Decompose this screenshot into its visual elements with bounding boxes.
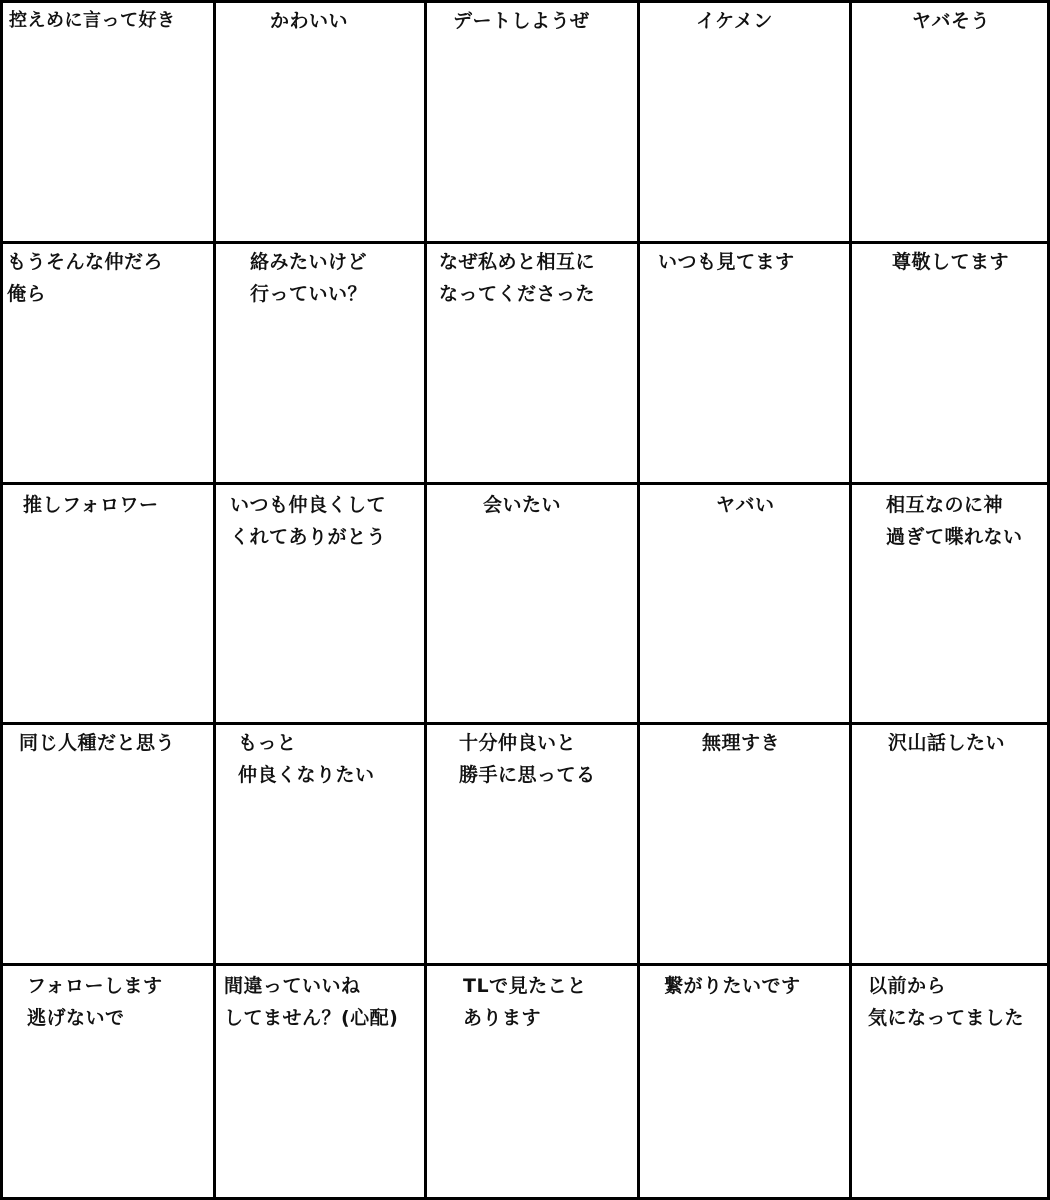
grid-cell[interactable] <box>427 244 637 482</box>
grid-cell[interactable] <box>3 725 213 963</box>
cell-label: 繋がりたいです <box>664 975 801 997</box>
grid-cell[interactable] <box>3 485 213 722</box>
grid-cell[interactable] <box>3 966 213 1197</box>
cell-label: イケメン <box>696 10 773 32</box>
grid-cell[interactable] <box>852 966 1047 1197</box>
cell-label: デートしようぜ <box>453 10 590 32</box>
grid-cell[interactable] <box>852 3 1047 241</box>
cell-label: フォローします 逃げないで <box>27 975 163 1029</box>
grid-cell[interactable] <box>3 3 213 241</box>
grid-cell[interactable] <box>640 3 849 241</box>
cell-label: もっと 仲良くなりたい <box>238 732 375 786</box>
cell-label: かわいい <box>270 10 349 32</box>
grid-cell[interactable] <box>216 3 424 241</box>
grid-cell[interactable] <box>852 485 1047 722</box>
cell-label: いつも仲良くして くれてありがとう <box>230 494 387 548</box>
cell-label: 尊敬してます <box>892 251 1010 273</box>
grid-cell[interactable] <box>427 725 637 963</box>
grid-cell[interactable] <box>216 966 424 1197</box>
cell-label: 絡みたいけど 行っていい？ <box>250 251 368 305</box>
cell-label: もうそんな仲だろ 俺ら <box>7 251 164 305</box>
grid-cell[interactable] <box>640 966 849 1197</box>
grid-cell[interactable] <box>427 3 637 241</box>
cell-label: 間違っていいね してません？(心配) <box>224 975 399 1029</box>
grid-cell[interactable] <box>640 244 849 482</box>
grid-cell[interactable] <box>427 485 637 722</box>
cell-label: 十分仲良いと 勝手に思ってる <box>459 732 596 786</box>
cell-label: TLで見たこと あります <box>463 975 587 1029</box>
grid-cell[interactable] <box>216 725 424 963</box>
grid-cell[interactable] <box>216 485 424 722</box>
cell-label: 以前から 気になってました <box>868 975 1025 1029</box>
cell-label: 沢山話したい <box>888 732 1006 754</box>
grid-cell[interactable] <box>852 725 1047 963</box>
grid-cell[interactable] <box>427 966 637 1197</box>
cell-label: いつも見てます <box>658 251 795 273</box>
cell-label: 控えめに言って好き <box>9 10 176 31</box>
grid-cell[interactable] <box>852 244 1047 482</box>
cell-label: ヤバい <box>716 494 775 516</box>
grid-cell[interactable] <box>216 244 424 482</box>
grid-cell[interactable] <box>640 725 849 963</box>
cell-label: ヤバそう <box>912 10 991 32</box>
cell-label: 相互なのに神 過ぎて喋れない <box>886 494 1023 548</box>
cell-label: 同じ人種だと思う <box>19 732 176 754</box>
cell-label: 推しフォロワー <box>23 494 159 516</box>
grid-cell[interactable] <box>640 485 849 722</box>
grid-cell[interactable] <box>3 244 213 482</box>
cell-label: 無理すき <box>702 732 781 754</box>
cell-label: 会いたい <box>483 494 562 516</box>
cell-label: なぜ私めと相互に なってくださった <box>439 251 596 305</box>
